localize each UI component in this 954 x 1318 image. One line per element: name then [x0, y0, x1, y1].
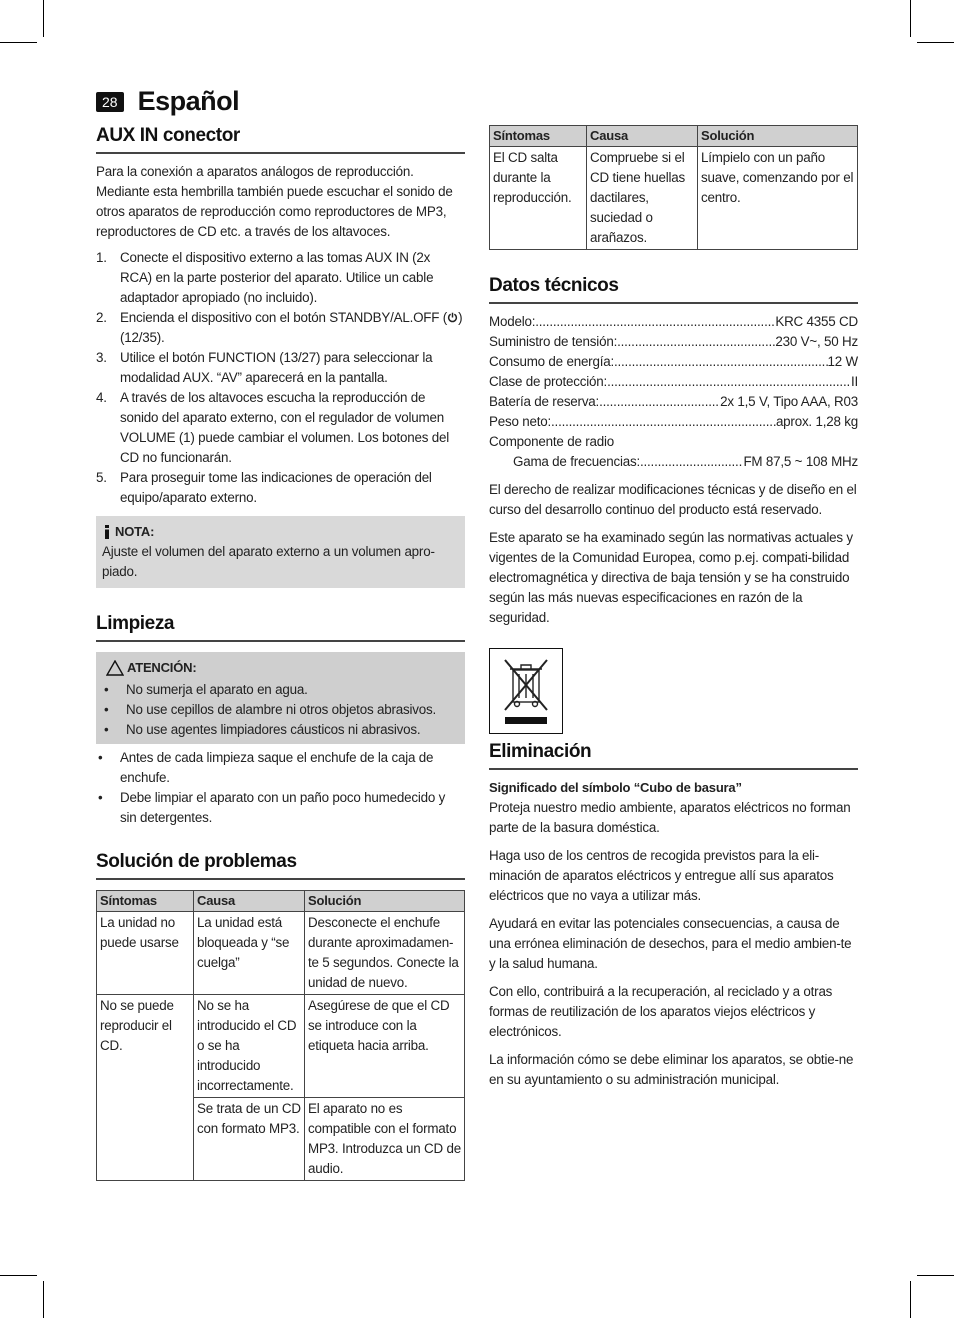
- spec-value: KRC 4355 CD: [775, 314, 858, 329]
- spec-value: 12 W: [827, 354, 858, 369]
- list-item: [96, 388, 465, 468]
- specs-list: [489, 312, 858, 472]
- list-item: • Debe limpiar el aparato con un paño poco humedecido y sin detergentes.: [96, 788, 465, 828]
- troubleshooting-table-continued: [489, 125, 858, 250]
- list-item: [96, 308, 465, 348]
- table-cell: El CD salta durante la reproducción.: [490, 147, 587, 250]
- page-header: [96, 86, 239, 117]
- cleaning-heading: Limpieza: [96, 612, 465, 642]
- table-cell: Compruebe si el CD tiene huellas dactilares, suciedad o arañazos.: [587, 147, 698, 250]
- table-cell: La unidad está bloqueada y “se cuelga”: [194, 912, 305, 995]
- power-icon: [447, 312, 458, 323]
- column-header: Síntomas: [490, 126, 587, 147]
- crop-mark: [910, 1281, 911, 1318]
- disposal-paragraph: Proteja nuestro medio ambiente, aparatos eléctricos no forman parte de la basura doméstica.: [489, 800, 851, 835]
- crop-mark: [910, 0, 911, 37]
- table-row: [97, 995, 465, 1098]
- table-cell: No se ha introducido el CD o se ha introducido incorrectamente.: [194, 995, 305, 1098]
- list-item: • No sumerja el aparato en agua.: [102, 680, 459, 700]
- specs-paragraph: Este aparato se ha examinado según las normativas actuales y vigentes de la Comunidad Europea, como p.ej. compati-bilidad electromagnética y directiva de baja tensión y se ha construido según las más nuevas especificaciones en razón de la seguridad.: [489, 530, 853, 625]
- crop-mark: [43, 0, 44, 37]
- disposal-paragraph: La información cómo se debe eliminar los aparatos, se obtie-ne en su ayuntamiento o su administración municipal.: [489, 1052, 854, 1087]
- spec-label: Consumo de energía:: [489, 354, 614, 369]
- disposal-paragraph: Haga uso de los centros de recogida previstos para la eli-minación de aparatos eléctricos y entregue allí sus aparatos eléctricos que no vaya a utilizar más.: [489, 848, 834, 903]
- spec-label: Modelo:: [489, 314, 536, 329]
- spec-label: Peso neto:: [489, 414, 552, 429]
- info-icon: [102, 525, 112, 539]
- spec-row: [489, 312, 858, 332]
- spec-row: [489, 332, 858, 352]
- note-box: [96, 516, 465, 588]
- list-item: [96, 348, 465, 388]
- table-header-row: [97, 891, 465, 912]
- crop-mark: [0, 42, 37, 43]
- note-text: Ajuste el volumen del aparato externo a un volumen apro-piado.: [102, 544, 435, 579]
- step-number: 5.: [96, 470, 107, 485]
- spec-value: FM 87,5 ~ 108 MHz: [743, 454, 858, 469]
- spec-label: Clase de protección:: [489, 374, 608, 389]
- aux-steps: [96, 248, 465, 508]
- table-cell: La unidad no puede usarse: [97, 912, 194, 995]
- table-cell: El aparato no es compatible con el formato MP3. Introduzca un CD de audio.: [305, 1098, 465, 1181]
- step-text: Encienda el dispositivo con el botón STANDBY/AL.OFF (: [120, 310, 448, 325]
- table-row: [490, 147, 858, 250]
- crossed-bin-icon: [489, 648, 563, 734]
- table-row: [97, 912, 465, 995]
- spec-label: Gama de frecuencias:: [513, 454, 640, 469]
- step-text: Conecte el dispositivo externo a las tomas AUX IN (2x RCA) en la parte posterior del aparato. Utilice un cable adaptador apropiado (no incluido).: [120, 250, 434, 305]
- disposal-heading: Eliminación: [489, 740, 858, 770]
- step-text: Utilice el botón FUNCTION (13/27) para seleccionar la modalidad AUX. “AV” aparecerá en la pantalla.: [120, 350, 433, 385]
- crop-mark: [917, 42, 954, 43]
- column-header: Causa: [587, 126, 698, 147]
- table-header-row: [490, 126, 858, 147]
- right-column: [489, 124, 858, 1090]
- crop-mark: [917, 1275, 954, 1276]
- troubleshooting-table: [96, 890, 465, 1181]
- troubleshooting-heading: Solución de problemas: [96, 850, 465, 880]
- step-text: A través de los altavoces escucha la reproducción de sonido del aparato externo, con el regulador de volumen VOLUME (1) puede cambiar el volumen. Los botones del CD no funcionarán.: [120, 390, 450, 465]
- spec-value: 230 V~, 50 Hz: [775, 334, 858, 349]
- step-number: 4.: [96, 390, 107, 405]
- disposal-subtitle: Significado del símbolo “Cubo de basura”: [489, 780, 742, 795]
- warning-title-row: [102, 658, 459, 678]
- spec-radio-label: Componente de radio: [489, 434, 614, 449]
- column-header: Solución: [305, 891, 465, 912]
- table-cell: Límpielo con un paño suave, comenzando por el centro.: [698, 147, 858, 250]
- spec-row: [489, 412, 858, 432]
- step-number: 3.: [96, 350, 107, 365]
- crop-mark: [0, 1275, 37, 1276]
- warning-box: [96, 652, 465, 744]
- list-item: • No use cepillos de alambre ni otros objetos abrasivos.: [102, 700, 459, 720]
- disposal-paragraph: Ayudará en evitar las potenciales consecuencias, a causa de una errónea eliminación de desechos, para el medio ambien-te y la salud humana.: [489, 916, 852, 971]
- left-column: [96, 124, 465, 1181]
- warning-title: ATENCIÓN:: [127, 660, 197, 675]
- specs-paragraph: El derecho de realizar modificaciones técnicas y de diseño en el curso del desarrollo continuo del producto está reservado.: [489, 482, 857, 517]
- aux-intro: Para la conexión a aparatos análogos de reproducción. Mediante esta hembrilla también puede escuchar el sonido de otros aparatos de reproducción como reproductores de MP3, reproductores de CD etc. a través de los altavoces.: [96, 164, 453, 239]
- list-item: [96, 248, 465, 308]
- column-header: Solución: [698, 126, 858, 147]
- spec-value: II: [850, 374, 858, 389]
- list-item: • Antes de cada limpieza saque el enchufe de la caja de enchufe.: [96, 748, 465, 788]
- table-cell: Desconecte el enchufe durante aproximadamen-te 5 segundos. Conecte la unidad de nuevo.: [305, 912, 465, 995]
- column-header: Causa: [194, 891, 305, 912]
- spec-row: [489, 352, 858, 372]
- list-item: [96, 468, 465, 508]
- spec-value: 2x 1,5 V, Tipo AAA, R03: [720, 394, 858, 409]
- crop-mark: [43, 1281, 44, 1318]
- cleaning-list: [96, 748, 465, 828]
- column-header: Síntomas: [97, 891, 194, 912]
- spec-row: [489, 452, 858, 472]
- step-number: 1.: [96, 250, 107, 265]
- spec-label: Batería de reserva:: [489, 394, 600, 409]
- warning-list: [102, 680, 459, 740]
- disposal-paragraph: Con ello, contribuirá a la recuperación, al reciclado y a otras formas de reutilización de los aparatos viejos eléctricos y electrónicos.: [489, 984, 833, 1039]
- table-cell: Asegúrese de que el CD se introduce con la etiqueta hacia arriba.: [305, 995, 465, 1098]
- page-number: 28: [96, 92, 124, 112]
- spec-row: [489, 372, 858, 392]
- step-text: ) (12/35).: [120, 310, 463, 345]
- note-title-row: [102, 522, 459, 542]
- note-title: NOTA:: [115, 524, 155, 539]
- spec-row: [489, 392, 858, 412]
- warning-icon: [106, 660, 124, 676]
- aux-heading: AUX IN conector: [96, 124, 465, 154]
- table-cell: Se trata de un CD con formato MP3.: [194, 1098, 305, 1181]
- list-item: • No use agentes limpiadores cáusticos ni abrasivos.: [102, 720, 459, 740]
- spec-value: aprox. 1,28 kg: [775, 414, 858, 429]
- step-text: Para proseguir tome las indicaciones de operación del equipo/aparato externo.: [120, 470, 432, 505]
- step-number: 2.: [96, 310, 107, 325]
- spec-label: Suministro de tensión:: [489, 334, 618, 349]
- language-title: Español: [137, 86, 240, 116]
- table-cell: No se puede reproducir el CD.: [97, 995, 194, 1181]
- specs-heading: Datos técnicos: [489, 274, 858, 304]
